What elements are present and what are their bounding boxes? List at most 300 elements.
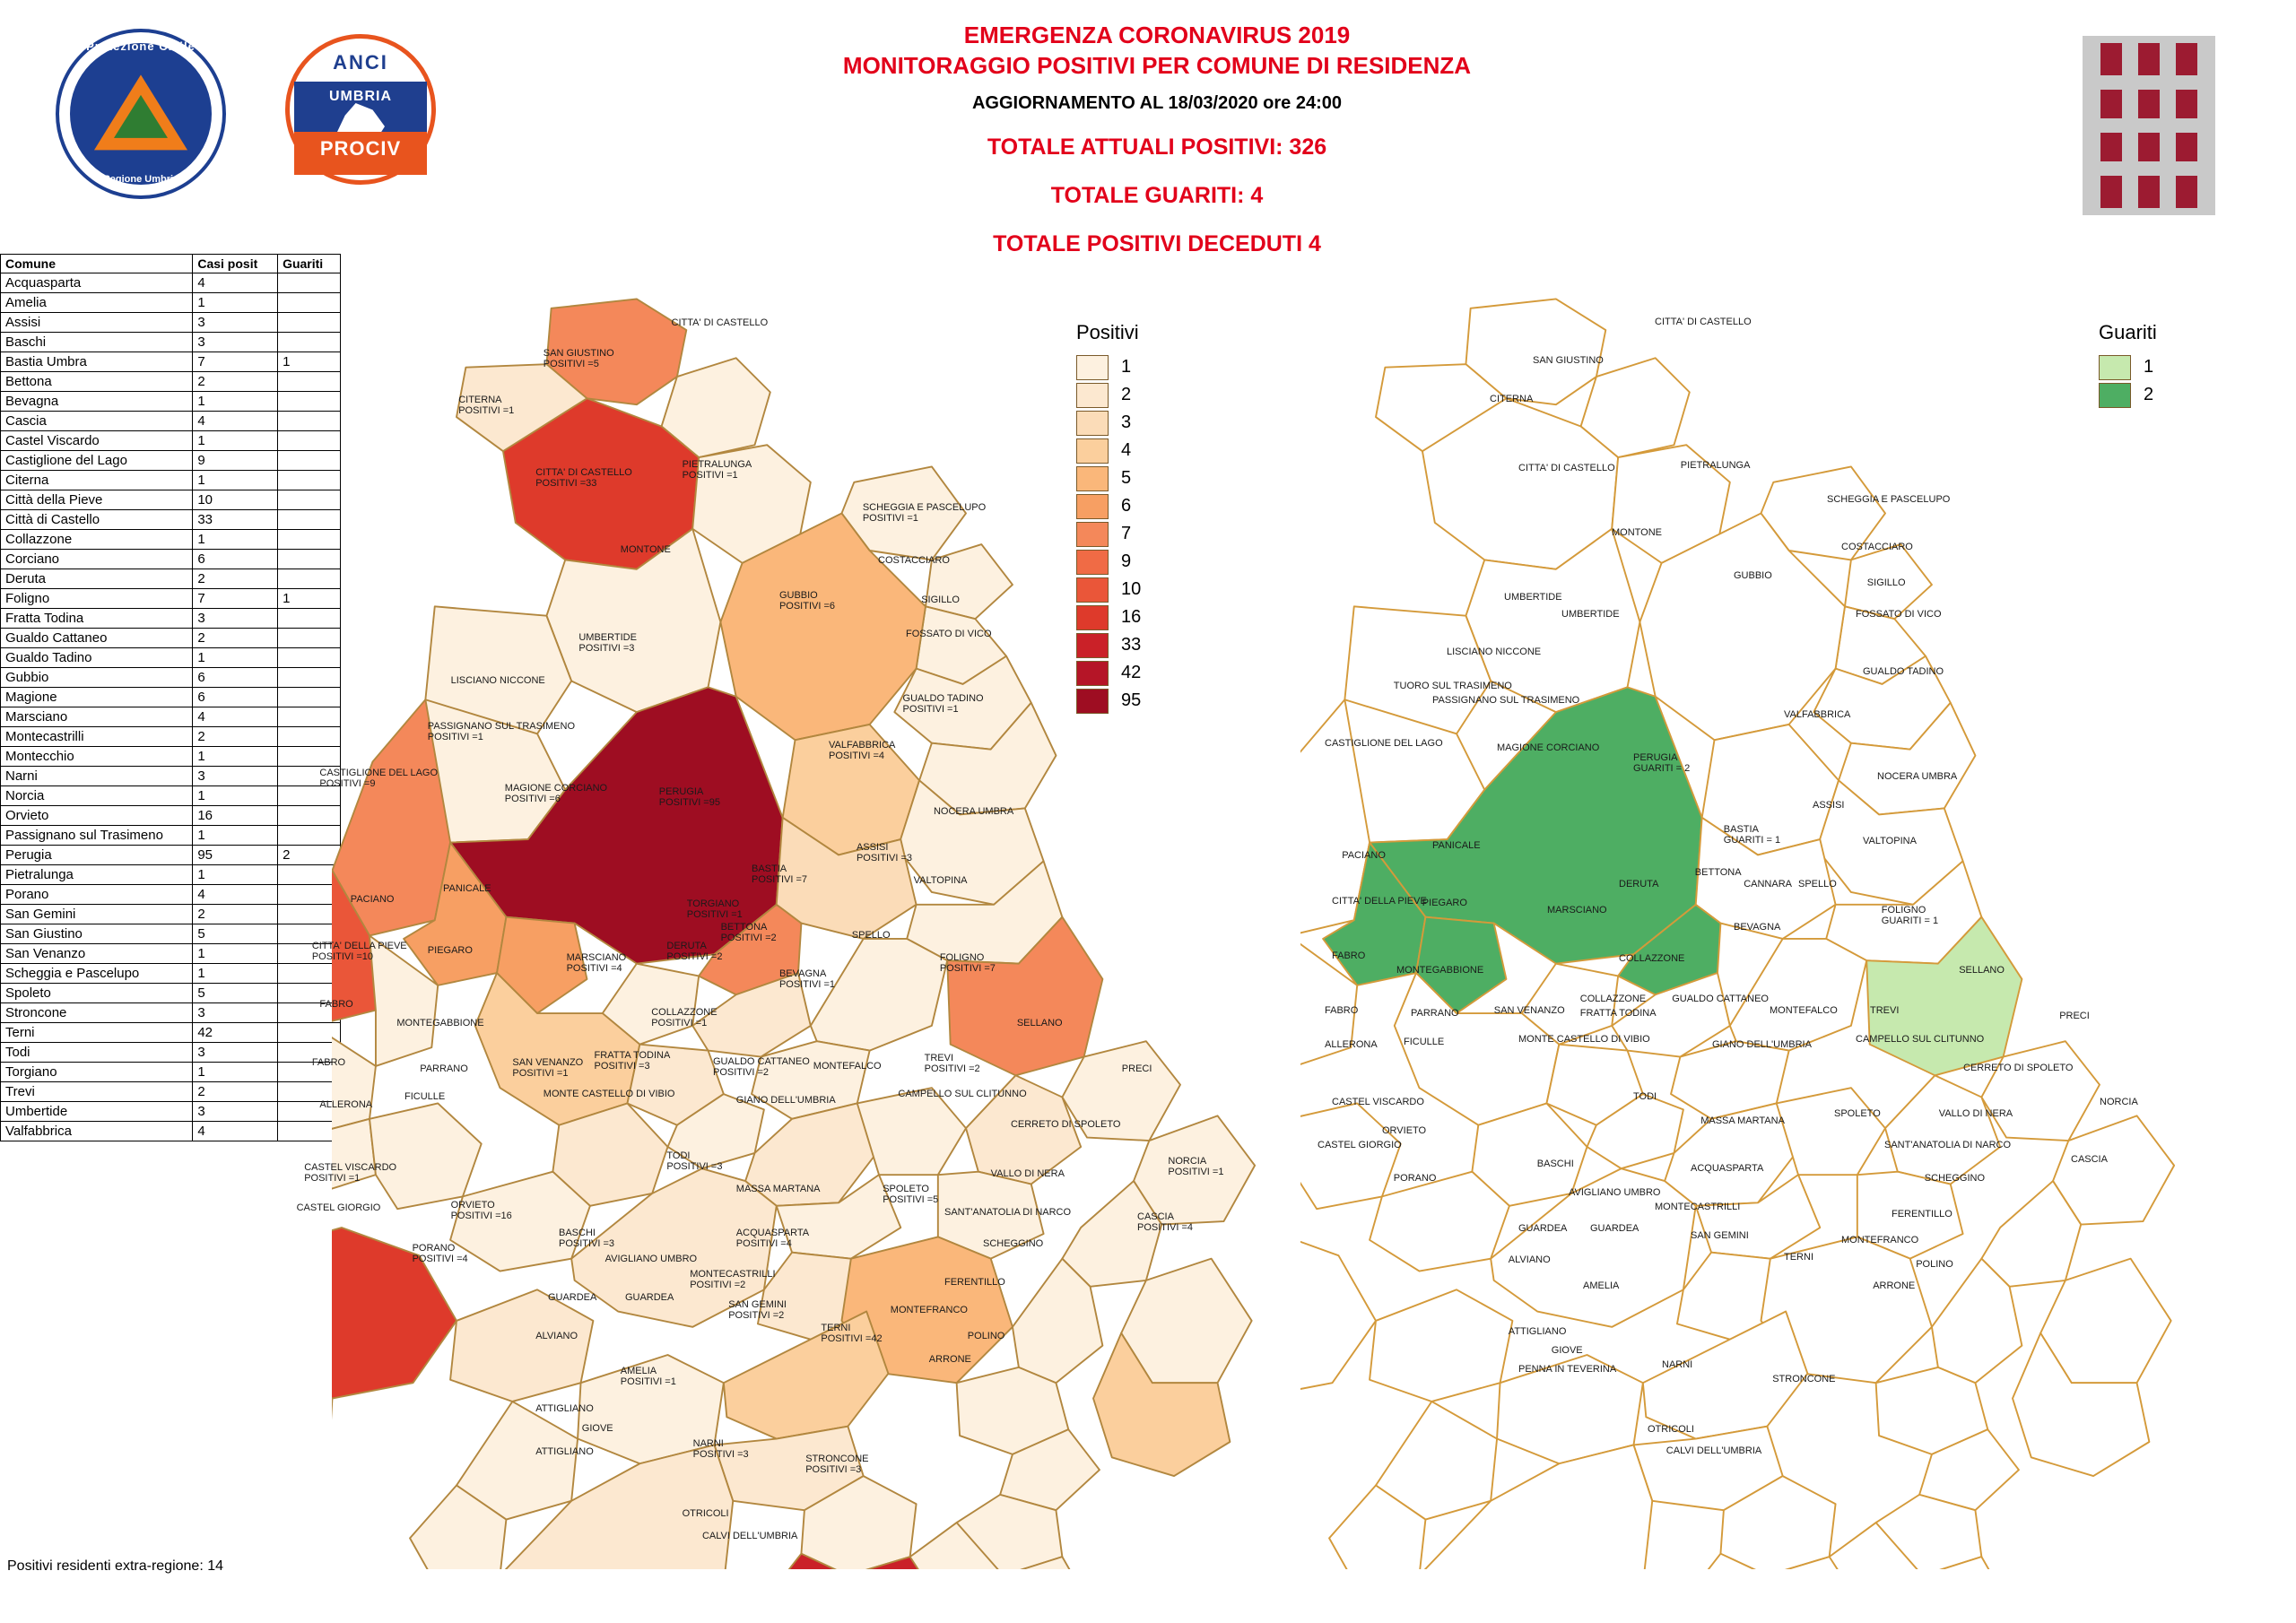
total-deceased: TOTALE POSITIVI DECEDUTI 4 (993, 231, 1321, 256)
cell-casi-positivi: 6 (193, 688, 278, 707)
map-label: BETTONA POSITIVI =2 (720, 922, 777, 943)
legend-positivi-value: 95 (1121, 690, 1142, 710)
map-label: CANNARA (1744, 879, 1792, 890)
cell-comune: Umbertide (1, 1102, 193, 1122)
map-positivi-svg (332, 296, 1345, 1569)
map-label: PANICALE (1432, 839, 1481, 851)
table-row (1, 569, 341, 589)
map-label: FABRO (311, 1057, 346, 1069)
cell-guariti (278, 471, 341, 490)
map-label: VALLO DI NERA (990, 1168, 1065, 1180)
map-label: ARRONE (928, 1353, 971, 1365)
map-label: VALFABBRICA (1784, 709, 1851, 721)
cell-comune: Terni (1, 1023, 193, 1043)
map-label: MONTEFALCO (813, 1060, 882, 1072)
cell-casi-positivi: 3 (193, 313, 278, 333)
map-label: CITTA' DI CASTELLO POSITIVI =33 (535, 466, 632, 489)
table-row (1, 984, 341, 1003)
table-row (1, 668, 341, 688)
map-label: MONTECASTRILLI POSITIVI =2 (690, 1269, 776, 1290)
map-label: GUBBIO (1734, 570, 1772, 581)
map-label: SAN GEMINI POSITIVI =2 (728, 1299, 787, 1322)
cell-guariti (278, 707, 341, 727)
map-label: VALLO DI NERA (1938, 1108, 2013, 1119)
map-label: TODI POSITIVI =3 (666, 1150, 723, 1172)
legend-guariti-title: Guariti (2099, 321, 2157, 343)
cell-guariti (278, 550, 341, 569)
cell-comune: Castiglione del Lago (1, 451, 193, 471)
table-row (1, 688, 341, 707)
map-label: CASTIGLIONE DEL LAGO POSITIVI =9 (319, 768, 439, 789)
cell-comune: Baschi (1, 333, 193, 352)
cell-casi-positivi: 1 (193, 648, 278, 668)
map-label: SAN VENANZO (1493, 1004, 1565, 1016)
map-label: CAMPELLO SUL CLITUNNO (898, 1088, 1027, 1099)
cell-guariti (278, 865, 341, 885)
table-row (1, 707, 341, 727)
map-label: SAN GIUSTINO POSITIVI =5 (543, 348, 614, 370)
table-row (1, 392, 341, 412)
cell-comune: Gualdo Tadino (1, 648, 193, 668)
cell-casi-positivi: 1 (193, 865, 278, 885)
map-label: POLINO (967, 1330, 1005, 1341)
comune-san-venanzo (370, 1103, 482, 1209)
cell-guariti (278, 490, 341, 510)
cell-casi-positivi: 16 (193, 806, 278, 826)
cell-casi-positivi: 42 (193, 1023, 278, 1043)
map-label: UMBERTIDE (1561, 609, 1620, 621)
map-label: PERUGIA GUARITI = 2 (1633, 752, 1691, 775)
map-label: TERNI POSITIVI =42 (821, 1323, 883, 1345)
cell-casi-positivi: 95 (193, 846, 278, 865)
map-label: BEVAGNA POSITIVI =1 (778, 968, 836, 990)
map-label: FRATTA TODINA POSITIVI =3 (594, 1049, 671, 1072)
map-label: GIANO DELL'UMBRIA (1712, 1039, 1812, 1051)
cell-comune: Todi (1, 1043, 193, 1063)
map-label: BASCHI POSITIVI =3 (559, 1227, 615, 1249)
anci-logo-line3: PROCIV (319, 137, 402, 160)
cell-casi-positivi: 3 (193, 1043, 278, 1063)
cell-casi-positivi: 3 (193, 1003, 278, 1023)
map-label: MAGIONE CORCIANO POSITIVI =6 (504, 783, 608, 805)
cell-casi-positivi: 4 (193, 273, 278, 293)
cell-guariti (278, 431, 341, 451)
map-label: MAGIONE CORCIANO (1497, 742, 1600, 753)
map-label: NARNI (1662, 1359, 1693, 1370)
cell-comune: Montecchio (1, 747, 193, 767)
table-row (1, 1102, 341, 1122)
anci-logo-line1: ANCI (333, 51, 388, 74)
map-label: SCHEGGIA E PASCELUPO (1827, 494, 1951, 506)
map-label: SIGILLO (921, 595, 960, 606)
map-label: PASSIGNANO SUL TRASIMENO (1432, 695, 1580, 707)
map-label: SANT'ANATOLIA DI NARCO (1884, 1140, 2012, 1151)
table-row (1, 451, 341, 471)
map-label: ATTIGLIANO (1508, 1326, 1567, 1338)
table-row (1, 786, 341, 806)
legend-positivi-value: 42 (1121, 663, 1142, 682)
map-label: ASSISI POSITIVI =3 (856, 841, 913, 864)
cell-comune: Assisi (1, 313, 193, 333)
table-row (1, 313, 341, 333)
cell-guariti (278, 412, 341, 431)
map-label: SCHEGGINO (1924, 1173, 1986, 1184)
cell-comune: Passignano sul Trasimeno (1, 826, 193, 846)
cell-comune: Castel Viscardo (1, 431, 193, 451)
map-label: SPELLO (1798, 879, 1837, 890)
cell-casi-positivi: 1 (193, 826, 278, 846)
legend-guariti-value: 2 (2144, 385, 2154, 404)
map-label: GIOVE (581, 1423, 613, 1434)
map-label: SPELLO (851, 929, 891, 941)
map-label: CALVI DELL'UMBRIA (701, 1531, 798, 1542)
table-row (1, 885, 341, 905)
map-label: COLLAZZONE (1579, 994, 1647, 1004)
cell-guariti: 1 (278, 589, 341, 609)
page-title-line1: EMERGENZA CORONAVIRUS 2019 (963, 22, 1351, 48)
cell-guariti (278, 569, 341, 589)
legend-positivi-value: 10 (1121, 579, 1142, 599)
map-label: CERRETO DI SPOLETO (1963, 1062, 2074, 1073)
map-label: GUARDEA (624, 1291, 674, 1303)
comune-orvieto-g (1300, 1228, 1376, 1398)
map-label: CERRETO DI SPOLETO (1010, 1119, 1121, 1131)
cell-casi-positivi: 4 (193, 707, 278, 727)
map-label: FICULLE (1404, 1037, 1445, 1047)
map-label: AMELIA POSITIVI =1 (620, 1366, 676, 1388)
update-timestamp: AGGIORNAMENTO AL 18/03/2020 ore 24:00 (971, 93, 1342, 113)
map-label: OTRICOLI (682, 1507, 729, 1519)
cell-guariti (278, 629, 341, 648)
table-header-row (1, 255, 341, 273)
map-label: POLINO (1916, 1259, 1953, 1270)
legend-positivi-value: 1 (1121, 357, 1132, 377)
map-label: NOCERA UMBRA (1877, 771, 1958, 782)
cell-casi-positivi: 2 (193, 1082, 278, 1102)
map-label: ATTIGLIANO (535, 1402, 594, 1414)
cell-guariti (278, 293, 341, 313)
map-label: SCHEGGINO (983, 1237, 1044, 1249)
map-label: UMBERTIDE (1504, 592, 1562, 603)
map-positivi[interactable] (296, 296, 1345, 1569)
table-row (1, 412, 341, 431)
cell-comune: Bevagna (1, 392, 193, 412)
cell-casi-positivi: 1 (193, 471, 278, 490)
map-label: PACIANO (1342, 850, 1386, 861)
map-label: CAMPELLO SUL CLITUNNO (1856, 1033, 1985, 1045)
legend-positivi-value: 9 (1121, 551, 1132, 571)
map-label: TREVI POSITIVI =2 (924, 1053, 980, 1075)
cell-guariti (278, 609, 341, 629)
map-label: ARRONE (1873, 1280, 1916, 1291)
map-label: AVIGLIANO UMBRO (1569, 1187, 1661, 1198)
cell-casi-positivi: 2 (193, 905, 278, 924)
map-label: MONTEFRANCO (1841, 1234, 1919, 1245)
protezione-civile-logo (56, 29, 226, 199)
map-label: MASSA MARTANA (1700, 1115, 1785, 1126)
protezione-civile-logo-bottom-text: Regione Umbria (102, 174, 179, 185)
cell-casi-positivi: 3 (193, 1102, 278, 1122)
map-label: MONTEFRANCO (890, 1304, 968, 1315)
map-label: MONTE CASTELLO DI VIBIO (1518, 1033, 1650, 1045)
cell-comune: Gubbio (1, 668, 193, 688)
table-row (1, 944, 341, 964)
map-label: PARRANO (1411, 1008, 1459, 1019)
map-label: FRATTA TODINA (1579, 1008, 1657, 1019)
map-label: FOSSATO DI VICO (906, 629, 992, 640)
table-row (1, 865, 341, 885)
map-label: UMBERTIDE POSITIVI =3 (578, 631, 637, 654)
cell-guariti (278, 313, 341, 333)
map-label: BASTIA GUARITI = 1 (1723, 824, 1781, 846)
cell-guariti (278, 668, 341, 688)
map-label: FICULLE (404, 1091, 446, 1103)
cell-casi-positivi: 4 (193, 885, 278, 905)
anci-prociv-logo (285, 34, 436, 185)
map-label: PORANO POSITIVI =4 (412, 1242, 468, 1264)
map-label: CASTEL VISCARDO POSITIVI =1 (304, 1162, 397, 1185)
map-label: ALVIANO (535, 1330, 578, 1341)
map-label: MASSA MARTANA (735, 1184, 821, 1195)
legend-positivi-title: Positivi (1076, 321, 1139, 343)
cell-guariti (278, 688, 341, 707)
map-label: GIOVE (1551, 1345, 1583, 1356)
map-label: VALTOPINA (913, 875, 968, 887)
table-row (1, 1043, 341, 1063)
legend-positivi-value: 7 (1121, 524, 1132, 543)
cell-comune: Cascia (1, 412, 193, 431)
cell-guariti (278, 885, 341, 905)
table-row (1, 648, 341, 668)
table-header-guariti: Guariti (278, 255, 341, 273)
map-label: CASTEL GIORGIO (296, 1202, 381, 1214)
map-label: CASTEL GIORGIO (1318, 1140, 1402, 1151)
cell-casi-positivi: 1 (193, 293, 278, 313)
cell-comune: Collazzone (1, 530, 193, 550)
map-label: PRECI (2059, 1011, 2090, 1022)
cell-comune: Città di Castello (1, 510, 193, 530)
cell-casi-positivi: 3 (193, 333, 278, 352)
cell-casi-positivi: 2 (193, 629, 278, 648)
map-label: SAN VENANZO POSITIVI =1 (512, 1057, 584, 1080)
table-row (1, 609, 341, 629)
cell-comune: San Venanzo (1, 944, 193, 964)
cell-casi-positivi: 1 (193, 530, 278, 550)
table-row (1, 1023, 341, 1043)
comune-monte-castello-di-vibio (450, 1172, 590, 1271)
map-label: AVIGLIANO UMBRO (604, 1253, 698, 1264)
legend-positivi-value: 6 (1121, 496, 1132, 516)
map-label: BETTONA (1694, 867, 1742, 879)
cell-comune: San Gemini (1, 905, 193, 924)
map-label: MONTEGABBIONE (396, 1017, 484, 1028)
map-label: FOLIGNO GUARITI = 1 (1881, 904, 1939, 926)
map-label: MONTONE (620, 543, 671, 555)
legend-positivi-value: 2 (1121, 385, 1132, 404)
cell-comune: Trevi (1, 1082, 193, 1102)
table-row (1, 1082, 341, 1102)
map-label: PORANO (1393, 1173, 1437, 1184)
map-label: TERNI (1784, 1252, 1813, 1263)
table-row (1, 806, 341, 826)
map-label: GUALDO CATTANEO POSITIVI =2 (713, 1055, 810, 1078)
anci-logo-line2: UMBRIA (329, 89, 392, 104)
table-row (1, 826, 341, 846)
map-label: VALTOPINA (1863, 836, 1917, 846)
cell-comune: Perugia (1, 846, 193, 865)
map-label: ACQUASPARTA (1691, 1162, 1764, 1174)
map-label: COSTACCIARO (878, 554, 950, 566)
cell-casi-positivi: 2 (193, 372, 278, 392)
cell-guariti (278, 530, 341, 550)
table-row (1, 431, 341, 451)
map-label: GIANO DELL'UMBRIA (735, 1094, 836, 1106)
table-row (1, 727, 341, 747)
map-label: PERUGIA POSITIVI =95 (658, 785, 720, 808)
legend-positivi-value: 3 (1121, 412, 1132, 432)
table-row (1, 352, 341, 372)
map-label: TUORO SUL TRASIMENO (1393, 681, 1512, 692)
comune-baschi-g (1370, 1289, 1512, 1402)
map-label: CITTA' DI CASTELLO (1655, 316, 1752, 327)
cell-casi-positivi: 5 (193, 984, 278, 1003)
table-row (1, 1063, 341, 1082)
cell-comune: Deruta (1, 569, 193, 589)
cell-comune: Foligno (1, 589, 193, 609)
comune-montefalco-g (1777, 1088, 1885, 1175)
map-label: FOLIGNO POSITIVI =7 (939, 952, 996, 975)
map-label: PASSIGNANO SUL TRASIMENO POSITIVI =1 (427, 721, 576, 743)
table-row (1, 924, 341, 944)
table-row (1, 747, 341, 767)
cell-comune: Bettona (1, 372, 193, 392)
map-guariti[interactable] (1300, 296, 2215, 1569)
cell-guariti (278, 333, 341, 352)
total-recovered: TOTALE GUARITI: 4 (1050, 183, 1264, 208)
map-label: PARRANO (420, 1063, 468, 1075)
map-label: MONTECASTRILLI (1655, 1202, 1741, 1212)
map-label: CASTIGLIONE DEL LAGO (1325, 738, 1443, 750)
map-label: CASCIA (2071, 1154, 2108, 1166)
map-label: BASTIA POSITIVI =7 (752, 863, 808, 885)
cell-comune: San Giustino (1, 924, 193, 944)
cell-guariti (278, 1023, 341, 1043)
map-label: ALLERONA (319, 1098, 373, 1110)
table-row (1, 490, 341, 510)
map-label: FERENTILLO (944, 1276, 1005, 1288)
map-label: NOCERA UMBRA (933, 806, 1014, 817)
cell-casi-positivi: 2 (193, 727, 278, 747)
map-label: SPOLETO POSITIVI =5 (883, 1184, 939, 1206)
table-row (1, 589, 341, 609)
map-label: CITERNA POSITIVI =1 (458, 394, 515, 416)
cell-comune: Scheggia e Pascelupo (1, 964, 193, 984)
map-label: GUALDO CATTANEO (1672, 994, 1769, 1004)
map-label: NORCIA (2100, 1097, 2138, 1108)
comune-monte-castello-g (1370, 1172, 1509, 1271)
map-label: GUALDO TADINO (1863, 666, 1944, 678)
cell-casi-positivi: 1 (193, 431, 278, 451)
cell-comune: Bastia Umbra (1, 352, 193, 372)
table-row (1, 273, 341, 293)
map-label: DERUTA POSITIVI =2 (666, 940, 723, 962)
map-guariti-svg (1300, 296, 2215, 1569)
table-row (1, 964, 341, 984)
map-label: GUALDO TADINO POSITIVI =1 (902, 693, 984, 716)
map-label: PIETRALUNGA POSITIVI =1 (682, 459, 752, 481)
map-label: PENNA IN TEVERINA (1518, 1363, 1617, 1375)
legend-positivi-value: 33 (1121, 635, 1142, 655)
cell-guariti: 2 (278, 846, 341, 865)
table-row (1, 1122, 341, 1141)
cell-casi-positivi: 6 (193, 550, 278, 569)
cell-comune: Narni (1, 767, 193, 786)
map-label: SANT'ANATOLIA DI NARCO (944, 1207, 1072, 1219)
map-label: GUBBIO POSITIVI =6 (778, 590, 836, 612)
title-block (709, 20, 1605, 259)
cell-casi-positivi: 9 (193, 451, 278, 471)
cell-comune: Spoleto (1, 984, 193, 1003)
map-label: GUARDEA (1518, 1223, 1568, 1234)
map-label: FOSSATO DI VICO (1856, 609, 1942, 621)
comune-san-venanzo-g (1300, 1103, 1401, 1209)
cell-guariti (278, 806, 341, 826)
cell-guariti (278, 451, 341, 471)
table-row (1, 530, 341, 550)
map-label: MONTE CASTELLO DI VIBIO (543, 1088, 675, 1099)
map-label: GUARDEA (547, 1291, 597, 1303)
cell-casi-positivi: 10 (193, 490, 278, 510)
cell-comune: Valfabbrica (1, 1122, 193, 1141)
map-label: TODI (1633, 1090, 1657, 1102)
total-positives: TOTALE ATTUALI POSITIVI: 326 (987, 135, 1327, 160)
cell-guariti (278, 372, 341, 392)
extra-region-note: Positivi residenti extra-regione: 14 (7, 1558, 224, 1574)
cell-casi-positivi: 4 (193, 1122, 278, 1141)
table-row (1, 550, 341, 569)
cell-guariti (278, 747, 341, 767)
cell-guariti (278, 273, 341, 293)
map-label: PANICALE (443, 883, 491, 894)
map-label: PRECI (1121, 1063, 1152, 1075)
map-label: LISCIANO NICCONE (1447, 646, 1542, 657)
map-label: BEVAGNA (1734, 922, 1781, 933)
cell-casi-positivi: 7 (193, 589, 278, 609)
cell-casi-positivi: 1 (193, 1063, 278, 1082)
cell-casi-positivi: 4 (193, 412, 278, 431)
cell-comune: Acquasparta (1, 273, 193, 293)
map-label: TORGIANO POSITIVI =1 (686, 898, 743, 921)
map-label: MARSCIANO POSITIVI =4 (566, 952, 627, 975)
cell-casi-positivi: 5 (193, 924, 278, 944)
page-title-line2: MONITORAGGIO POSITIVI PER COMUNE DI RESIDENZA (842, 52, 1472, 79)
comuni-table-wrapper (0, 254, 341, 1141)
comune-trevi-g (1885, 1075, 2000, 1184)
table-row (1, 471, 341, 490)
map-label: NORCIA POSITIVI =1 (1168, 1156, 1224, 1178)
legend-positivi-value: 5 (1121, 468, 1132, 488)
cell-casi-positivi: 3 (193, 767, 278, 786)
cell-comune: Pietralunga (1, 865, 193, 885)
cell-guariti (278, 727, 341, 747)
table-header-comune: Comune (1, 255, 193, 273)
map-label: COLLAZZONE POSITIVI =1 (651, 1006, 718, 1028)
map-label: COLLAZZONE (1619, 953, 1685, 965)
cell-guariti (278, 1122, 341, 1141)
map-label: CITTA' DI CASTELLO (671, 317, 769, 328)
cell-comune: Gualdo Cattaneo (1, 629, 193, 648)
map-label: CITTA' DELLA PIEVE (1332, 896, 1427, 907)
